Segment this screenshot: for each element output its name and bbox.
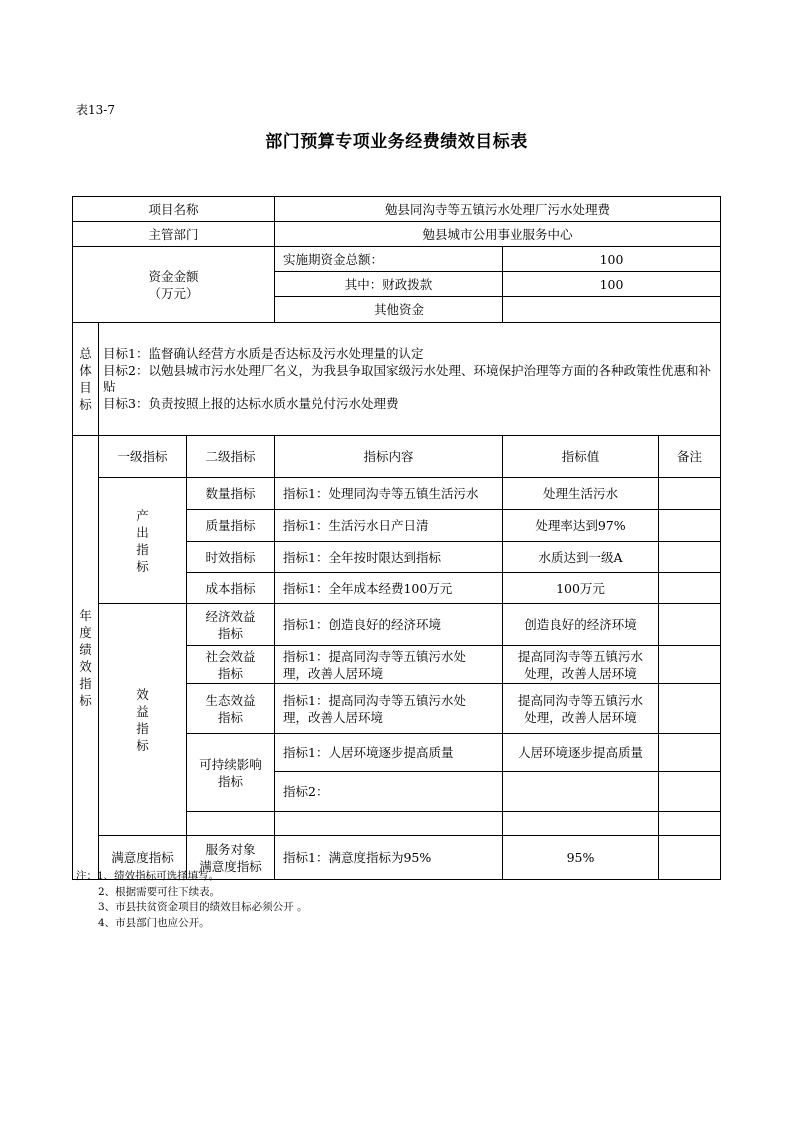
- annual-label-char: 标: [79, 692, 92, 708]
- output-label-char: 产: [136, 507, 149, 523]
- level2-cell: 质量指标: [187, 510, 275, 542]
- benefit-label-char: 指: [136, 720, 149, 736]
- level2-cell: [187, 684, 275, 734]
- content-cell: 指标1：人居环境逐步提高质量: [275, 734, 503, 772]
- content-cell: 指标1：全年成本经费100万元: [275, 573, 503, 604]
- project-label: 项目名称: [73, 197, 275, 222]
- funds-total-row: [73, 247, 721, 272]
- goal-2: 目标2：以勉县城市污水处理厂名义，为我县争取国家级污水处理、环境保护治理等方面的各种政策性优惠和补贴: [103, 362, 711, 394]
- overall-label-char: 标: [79, 397, 92, 412]
- note-line: 3、市县扶贫资金项目的绩效目标必须公开 。: [98, 901, 308, 913]
- funds-label-line1: 资金金额: [148, 268, 199, 284]
- content-cell: 指标2：: [275, 772, 503, 812]
- funds-label-line2: （万元）: [148, 285, 199, 301]
- content-line: 理，改善人居环境: [283, 709, 384, 725]
- benefit-label-char: 效: [136, 686, 149, 702]
- remark-cell: [659, 684, 721, 734]
- level2-cell: 成本指标: [187, 573, 275, 604]
- output-quantity-row: [73, 478, 721, 510]
- remark-cell: [659, 573, 721, 604]
- page-title: 部门预算专项业务经费绩效目标表: [265, 132, 528, 152]
- level2-line: 可持续影响: [199, 756, 262, 772]
- level2-line: 经济效益: [205, 608, 256, 624]
- level2-line: 生态效益: [205, 692, 256, 708]
- funds-label: [73, 247, 275, 323]
- content-line: 指标1：提高同沟寺等五镇污水处: [283, 648, 466, 664]
- footnotes: [76, 869, 308, 931]
- value-line: 处理，改善人居环境: [524, 709, 637, 725]
- satisfaction-level1: 满意度指标: [99, 836, 187, 880]
- value-cell: [503, 684, 659, 734]
- overall-goals-text: [99, 323, 721, 436]
- content-cell: 指标1：满意度指标为95%: [275, 836, 503, 880]
- level2-line: 指标: [217, 625, 243, 641]
- content-line: 指标1：提高同沟寺等五镇污水处: [283, 692, 466, 708]
- output-label-char: 指: [136, 541, 149, 557]
- level2-line: 满意度指标: [199, 858, 262, 874]
- content-cell: 指标1：生活污水日产日清: [275, 510, 503, 542]
- value-cell: 95%: [503, 836, 659, 880]
- annual-label-char: 绩: [79, 641, 92, 657]
- table-number: 表13-7: [76, 103, 115, 117]
- note-line: 注：1、绩效指标可选择填写。: [76, 870, 220, 882]
- remark-cell: [659, 542, 721, 573]
- value-cell: 100万元: [503, 573, 659, 604]
- value-line: 处理，改善人居环境: [524, 665, 637, 681]
- performance-table: [72, 196, 721, 880]
- level2-cell: [187, 734, 275, 812]
- value-cell: 创造良好的经济环境: [503, 604, 659, 646]
- department-row: [73, 222, 721, 247]
- empty-cell: [275, 812, 503, 836]
- goal-3: 目标3：负责按照上报的达标水质水量兑付污水处理费: [103, 395, 399, 411]
- funds-other-label: 其他资金: [275, 297, 503, 323]
- value-cell: [503, 646, 659, 684]
- value-cell: 处理生活污水: [503, 478, 659, 510]
- level2-cell: 时效指标: [187, 542, 275, 573]
- annual-label-char: 年: [79, 607, 92, 623]
- value-cell: [503, 772, 659, 812]
- benefit-label-char: 标: [136, 737, 149, 753]
- overall-label-char: 总: [79, 346, 92, 361]
- level2-cell: [187, 604, 275, 646]
- note-line: 2、根据需要可往下续表。: [98, 885, 221, 898]
- project-value: 勉县同沟寺等五镇污水处理厂污水处理费: [275, 197, 721, 222]
- remark-cell: [659, 646, 721, 684]
- funds-fiscal-label: 其中：财政拨款: [275, 272, 503, 297]
- annual-label-char: 效: [79, 658, 92, 674]
- level2-line: 指标: [217, 773, 243, 789]
- content-line: 理，改善人居环境: [283, 665, 384, 681]
- overall-label-char: 目: [79, 380, 92, 395]
- indicator-header-row: [73, 436, 721, 478]
- remark-cell: [659, 836, 721, 880]
- value-cell: 人居环境逐步提高质量: [503, 734, 659, 772]
- funds-other-value: [503, 297, 721, 323]
- funds-fiscal-value: 100: [503, 272, 721, 297]
- output-label-char: 标: [136, 558, 149, 574]
- header-content: 指标内容: [275, 436, 503, 478]
- benefit-label-char: 益: [136, 703, 149, 719]
- header-level1: 一级指标: [99, 436, 187, 478]
- content-cell: 指标1：创造良好的经济环境: [275, 604, 503, 646]
- level2-cell: [187, 646, 275, 684]
- value-line: 提高同沟寺等五镇污水: [517, 648, 643, 664]
- output-label-char: 出: [136, 524, 149, 540]
- annual-label-char: 度: [79, 624, 92, 640]
- empty-cell: [659, 812, 721, 836]
- level2-cell: 数量指标: [187, 478, 275, 510]
- value-cell: 处理率达到97%: [503, 510, 659, 542]
- remark-cell: [659, 604, 721, 646]
- funds-total-value: 100: [503, 247, 721, 272]
- funds-total-label: 实施期资金总额：: [275, 247, 503, 272]
- annual-label-char: 指: [79, 675, 92, 691]
- remark-cell: [659, 510, 721, 542]
- header-remark: 备注: [659, 436, 721, 478]
- content-cell: [275, 646, 503, 684]
- overall-goals-label: [73, 323, 99, 436]
- header-value: 指标值: [503, 436, 659, 478]
- remark-cell: [659, 734, 721, 772]
- empty-cell: [503, 812, 659, 836]
- department-label: 主管部门: [73, 222, 275, 247]
- level2-line: 指标: [217, 709, 243, 725]
- note-line: 4、市县部门也应公开。: [98, 916, 210, 929]
- empty-cell: [187, 812, 275, 836]
- content-cell: 指标1：全年按时限达到指标: [275, 542, 503, 573]
- level2-line: 服务对象: [205, 841, 256, 857]
- project-row: [73, 197, 721, 222]
- remark-cell: [659, 478, 721, 510]
- benefit-indicators-label: [99, 604, 187, 836]
- content-cell: [275, 684, 503, 734]
- goal-1: 目标1：监督确认经营方水质是否达标及污水处理量的认定: [103, 346, 424, 361]
- remark-cell: [659, 772, 721, 812]
- header-level2: 二级指标: [187, 436, 275, 478]
- value-cell: 水质达到一级A: [503, 542, 659, 573]
- overall-goals-row: [73, 323, 721, 436]
- benefit-economic-row: [73, 604, 721, 646]
- value-line: 提高同沟寺等五镇污水: [517, 692, 643, 708]
- level2-line: 指标: [217, 665, 243, 681]
- annual-indicators-label: [73, 436, 99, 880]
- level2-line: 社会效益: [205, 648, 256, 664]
- content-cell: 指标1：处理同沟寺等五镇生活污水: [275, 478, 503, 510]
- department-value: 勉县城市公用事业服务中心: [275, 222, 721, 247]
- overall-label-char: 体: [79, 363, 92, 378]
- output-indicators-label: [99, 478, 187, 604]
